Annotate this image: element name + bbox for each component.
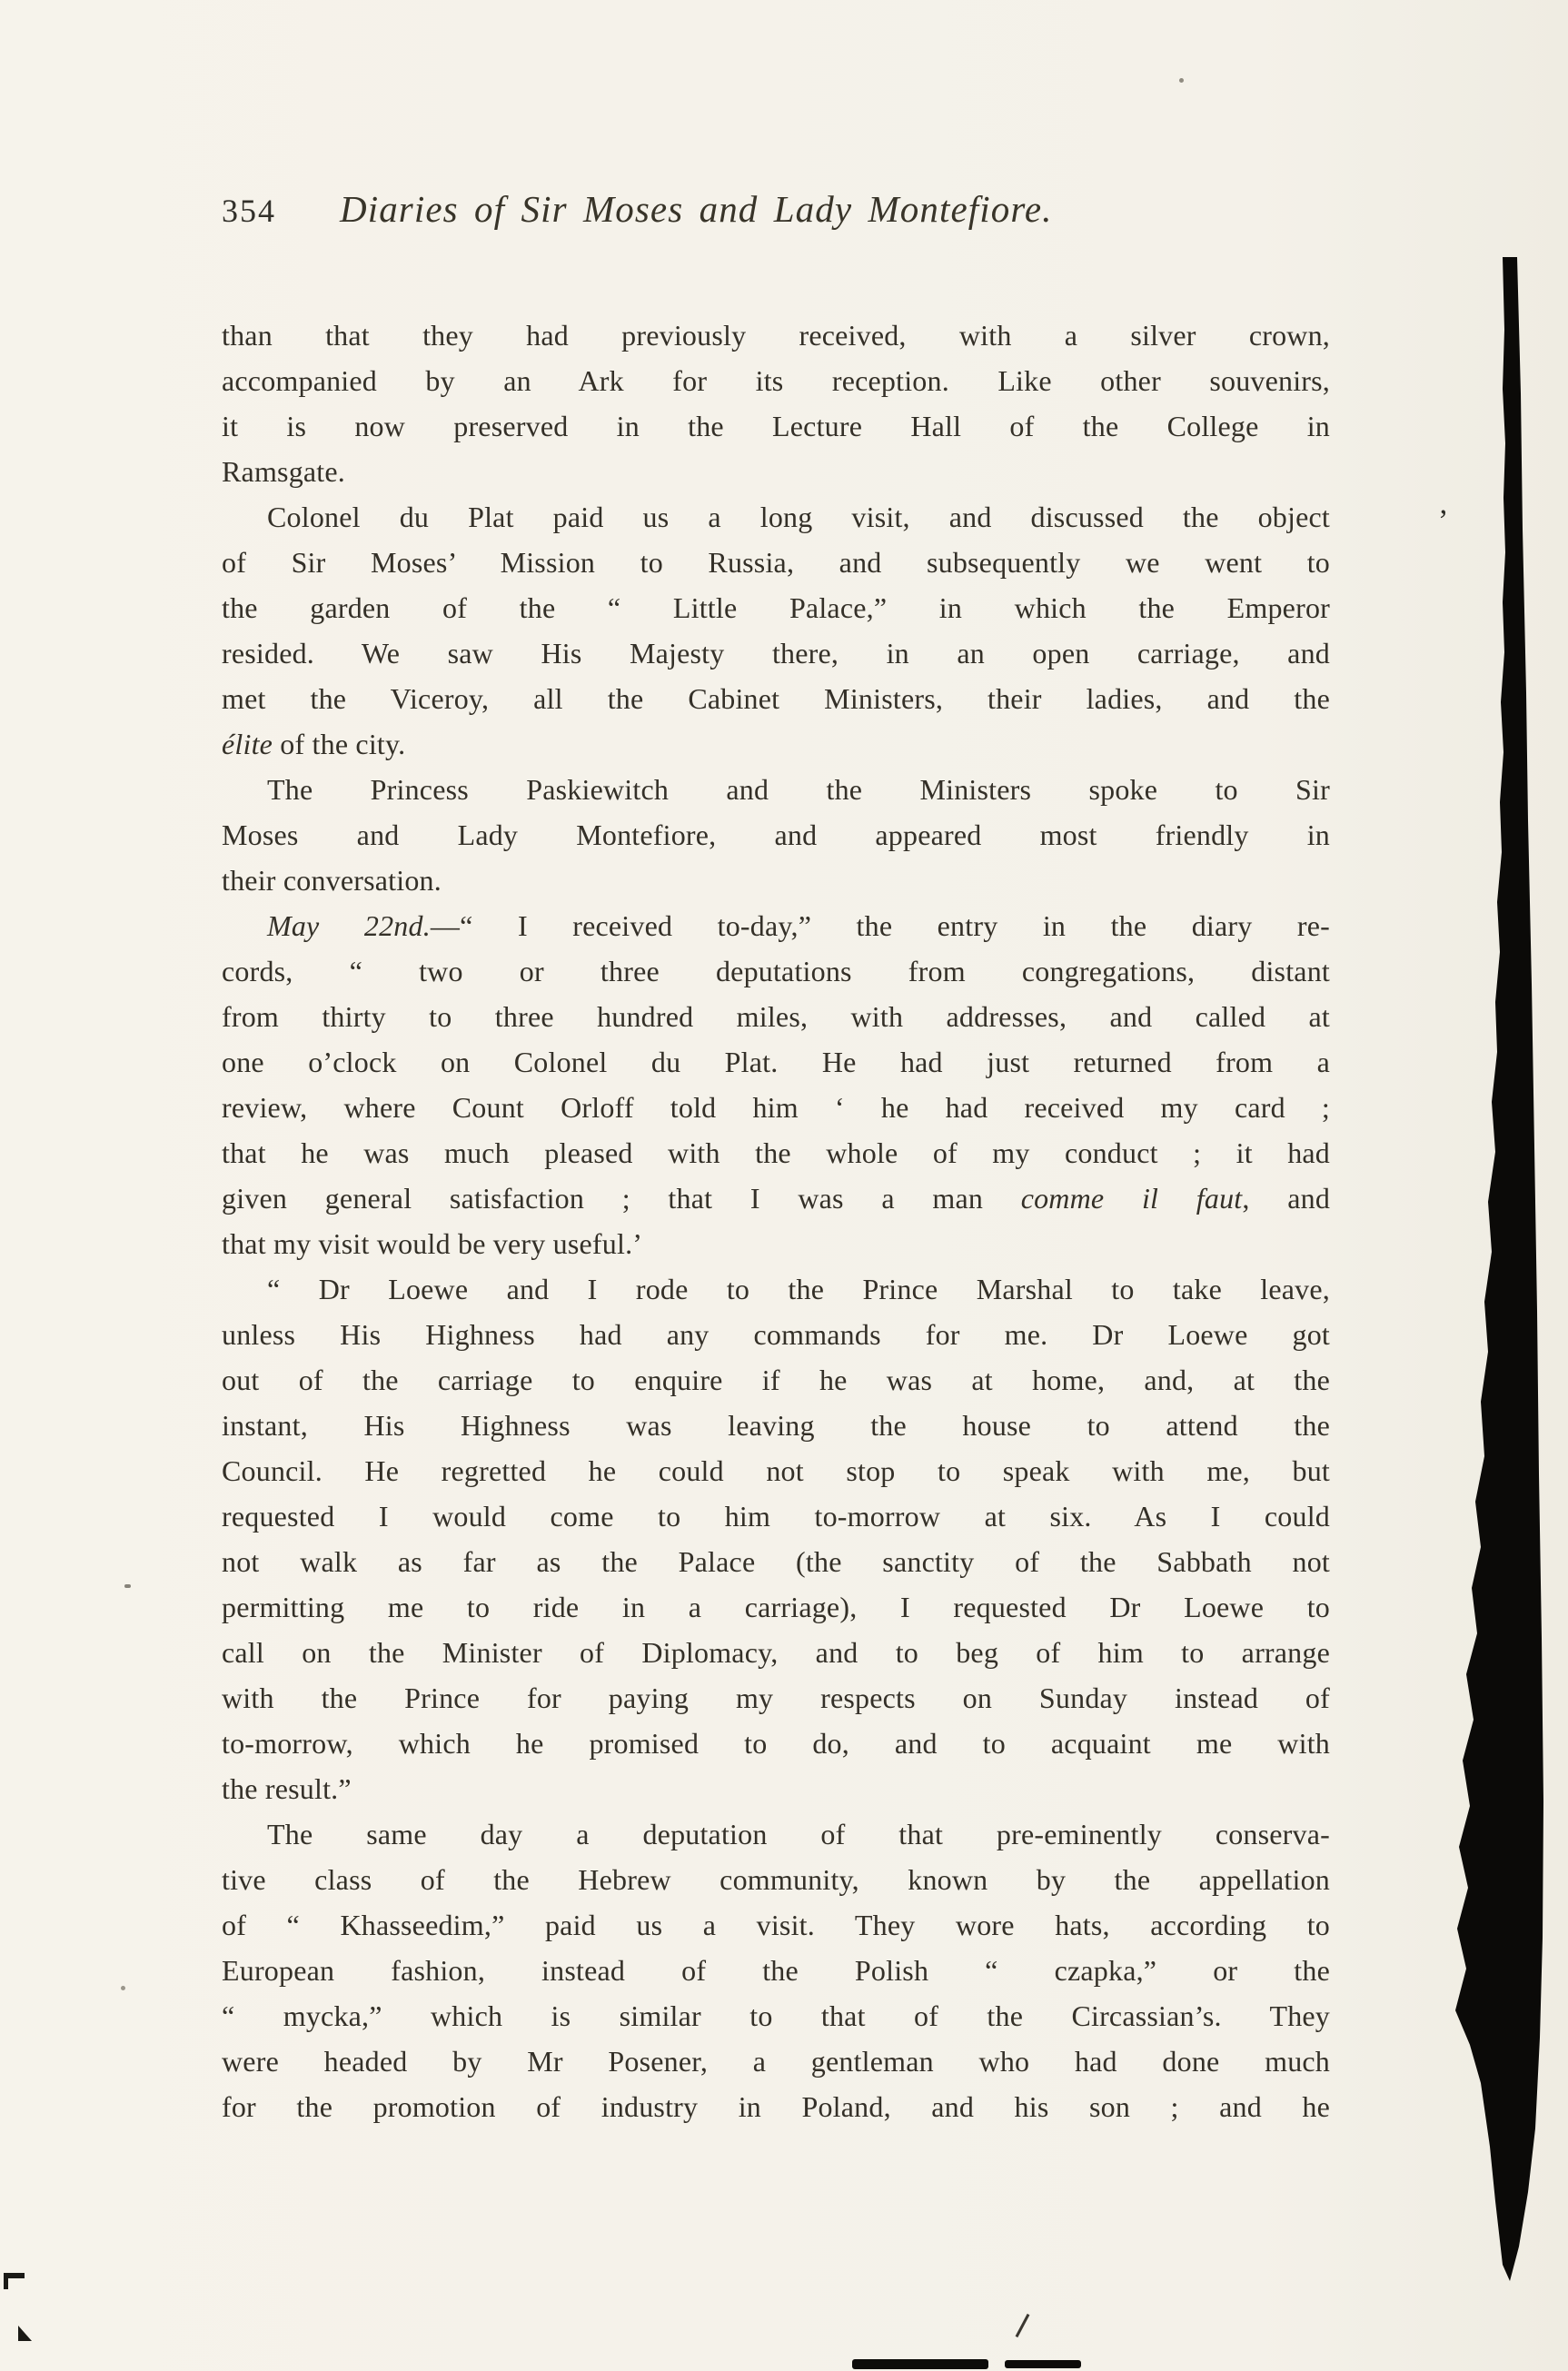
stray-stroke-artifact	[1016, 2314, 1030, 2337]
ink-blot-artifact	[1450, 257, 1552, 2283]
text-line: tive class of the Hebrew community, known by the appellation	[222, 1863, 1330, 1896]
text-line: from thirty to three hundred miles, with addresses, and called at	[222, 1000, 1330, 1033]
text-line: were headed by Mr Posener, a gentleman who had done much	[222, 2045, 1330, 2078]
text-line: call on the Minister of Diplomacy, and to beg of him to arrange	[222, 1636, 1330, 1669]
text-line: May 22nd.—“ I received to-day,” the entry in the diary re-	[267, 909, 1330, 942]
speck-artifact	[121, 1986, 125, 1990]
text-block	[222, 312, 1330, 2129]
text-line: resided. We saw His Majesty there, in an open carriage, and	[222, 637, 1330, 670]
corner-wedge-artifact	[18, 2326, 32, 2341]
text-line: one o’clock on Colonel du Plat. He had just returned from a	[222, 1046, 1330, 1078]
text-line: unless His Highness had any commands for me. Dr Loewe got	[222, 1318, 1330, 1351]
text-line: that he was much pleased with the whole of my conduct ; it had	[222, 1136, 1330, 1169]
stray-comma-artifact: ‚	[1438, 487, 1449, 521]
text-line: Council. He regretted he could not stop to speak with me, but	[222, 1454, 1330, 1487]
text-line: Ramsgate.	[222, 455, 345, 488]
text-line: with the Prince for paying my respects on Sunday instead of	[222, 1682, 1330, 1714]
text-line: “ mycka,” which is similar to that of the Circassian’s. They	[222, 1999, 1330, 2032]
text-line: than that they had previously received, with a silver crown,	[222, 319, 1330, 352]
text-line: their conversation.	[222, 864, 442, 897]
bottom-edge-smudge	[1005, 2360, 1081, 2368]
corner-mark-artifact	[4, 2273, 25, 2289]
text-line: to-morrow, which he promised to do, and to acquaint me with	[222, 1727, 1330, 1760]
text-line: given general satisfaction ; that I was a man comme il faut, and	[222, 1182, 1331, 1215]
text-line: élite of the city.	[222, 728, 406, 760]
bottom-edge-smudge	[852, 2359, 988, 2369]
text-line: met the Viceroy, all the Cabinet Ministers, their ladies, and the	[222, 682, 1330, 715]
text-line: for the promotion of industry in Poland, and his son ; and he	[222, 2090, 1330, 2123]
text-line: permitting me to ride in a carriage), I requested Dr Loewe to	[222, 1591, 1330, 1623]
text-line: it is now preserved in the Lecture Hall of the College in	[222, 410, 1330, 442]
text-line: of “ Khasseedim,” paid us a visit. They wore hats, according to	[222, 1909, 1330, 1941]
page-header	[222, 187, 1053, 231]
running-head-title: Diaries of Sir Moses and Lady Montefiore.	[340, 188, 1053, 230]
text-line: The same day a deputation of that pre-eminently conserva-	[267, 1818, 1330, 1850]
text-line: of Sir Moses’ Mission to Russia, and subsequently we went to	[222, 546, 1330, 579]
text-line: The Princess Paskiewitch and the Ministers spoke to Sir	[267, 773, 1330, 806]
page-number: 354	[222, 193, 276, 229]
text-line: cords, “ two or three deputations from congregations, distant	[222, 955, 1330, 987]
speck-artifact	[1179, 78, 1184, 83]
text-line: that my visit would be very useful.’	[222, 1227, 643, 1260]
text-line: the garden of the “ Little Palace,” in which the Emperor	[222, 591, 1330, 624]
text-line: accompanied by an Ark for its reception. Like other souvenirs,	[222, 364, 1330, 397]
text-line: the result.”	[222, 1772, 352, 1805]
text-line: instant, His Highness was leaving the house to attend the	[222, 1409, 1330, 1442]
text-line: European fashion, instead of the Polish “ czapka,” or the	[222, 1954, 1330, 1987]
text-line: out of the carriage to enquire if he was at home, and, at the	[222, 1364, 1330, 1396]
text-line: review, where Count Orloff told him ‘ he had received my card ;	[222, 1091, 1330, 1124]
text-line: not walk as far as the Palace (the sanctity of the Sabbath not	[222, 1545, 1330, 1578]
text-line: Colonel du Plat paid us a long visit, and discussed the object	[267, 501, 1330, 533]
text-line: requested I would come to him to-morrow at six. As I could	[222, 1500, 1330, 1533]
text-line: Moses and Lady Montefiore, and appeared most friendly in	[222, 818, 1330, 851]
speck-artifact	[124, 1584, 131, 1588]
text-line: “ Dr Loewe and I rode to the Prince Marshal to take leave,	[267, 1273, 1330, 1305]
